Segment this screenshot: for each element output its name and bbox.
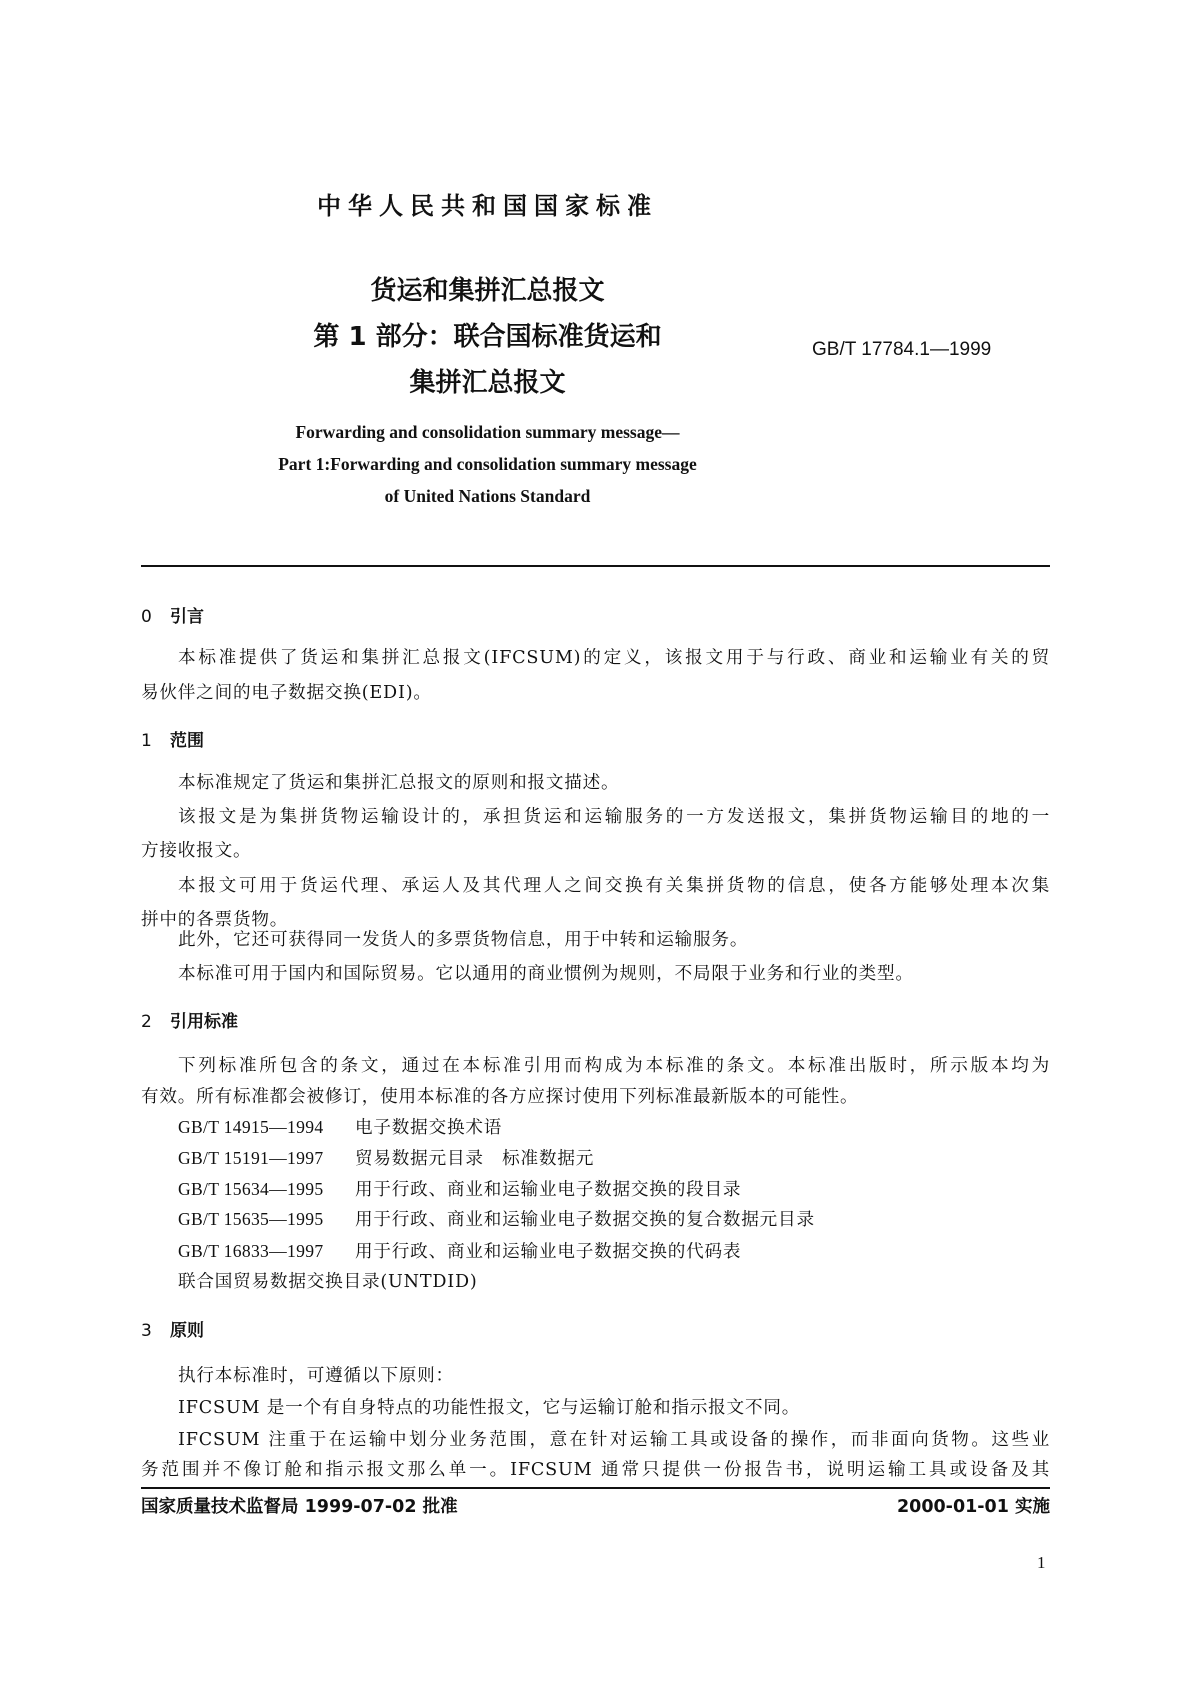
paragraph-line: IFCSUM 注重于在运输中划分业务范围，意在针对运输工具或设备的操作，而非面向货物。这些业 xyxy=(178,1430,1050,1450)
paragraph-line: 执行本标准时，可遵循以下原则： xyxy=(178,1366,454,1386)
paragraph-line: 拼中的各票货物。 xyxy=(141,910,289,930)
footer-rule xyxy=(141,1487,1050,1489)
reference-item xyxy=(178,1176,741,1201)
reference-code: GB/T 15635—1995 xyxy=(178,1209,324,1229)
section-title: 原则 xyxy=(170,1321,204,1341)
section-2-heading xyxy=(141,1007,238,1032)
section-title: 引言 xyxy=(170,607,204,627)
section-title: 引用标准 xyxy=(170,1012,238,1032)
reference-title: 用于行政、商业和运输业电子数据交换的复合数据元目录 xyxy=(355,1210,815,1230)
reference-item xyxy=(178,1145,594,1170)
section-1-heading xyxy=(141,726,204,751)
reference-title: 电子数据交换术语 xyxy=(355,1118,503,1138)
reference-item xyxy=(178,1206,815,1231)
reference-code: GB/T 15634—1995 xyxy=(178,1179,324,1199)
reference-title: 用于行政、商业和运输业电子数据交换的代码表 xyxy=(355,1242,742,1262)
title-en-line-2: Part 1:Forwarding and consolidation summary message xyxy=(278,454,697,474)
reference-item xyxy=(178,1238,741,1263)
paragraph-line: 务范围并不像订舱和指示报文那么单一。IFCSUM 通常只提供一份报告书，说明运输工具或设备及其 xyxy=(141,1460,1050,1480)
paragraph-line: 此外，它还可获得同一发货人的多票货物信息，用于中转和运输服务。 xyxy=(178,930,749,950)
reference-code: GB/T 15191—1997 xyxy=(178,1148,324,1168)
reference-title: 用于行政、商业和运输业电子数据交换的段目录 xyxy=(355,1180,742,1200)
paragraph-line: 易伙伴之间的电子数据交换(EDI)。 xyxy=(141,683,432,703)
title-en-line-3: of United Nations Standard xyxy=(384,486,591,506)
reference-item xyxy=(178,1114,502,1139)
implementation-date: 2000-01-01 实施 xyxy=(896,1497,1050,1517)
reference-code: GB/T 16833—1997 xyxy=(178,1241,324,1261)
paragraph-line: 本标准可用于国内和国际贸易。它以通用的商业惯例为规则，不局限于业务和行业的类型。 xyxy=(178,964,914,984)
section-0-heading xyxy=(141,602,204,627)
section-number: 0 xyxy=(141,607,152,627)
section-number: 1 xyxy=(141,731,152,751)
paragraph-line: 本标准规定了货运和集拼汇总报文的原则和报文描述。 xyxy=(178,773,620,793)
title-cn-line-3: 集拼汇总报文 xyxy=(409,368,566,398)
standard-number: GB/T 17784.1—1999 xyxy=(812,339,992,360)
reference-title: 贸易数据元目录 标准数据元 xyxy=(355,1149,595,1169)
paragraph-line: 本标准提供了货运和集拼汇总报文(IFCSUM)的定义，该报文用于与行政、商业和运输业有关的贸 xyxy=(178,648,1050,668)
title-cn-line-2: 第 1 部分：联合国标准货运和 xyxy=(313,322,662,352)
standard-type: 中华人民共和国国家标准 xyxy=(317,192,658,220)
paragraph-line: 本报文可用于货运代理、承运人及其代理人之间交换有关集拼货物的信息，使各方能够处理本次集 xyxy=(178,876,1050,896)
title-en-line-1: Forwarding and consolidation summary message— xyxy=(295,422,680,442)
paragraph-line: 方接收报文。 xyxy=(141,841,252,861)
section-title: 范围 xyxy=(170,731,204,751)
paragraph-line: 有效。所有标准都会被修订，使用本标准的各方应探讨使用下列标准最新版本的可能性。 xyxy=(141,1087,859,1107)
reference-code: GB/T 14915—1994 xyxy=(178,1117,324,1137)
page-number: 1 xyxy=(1037,1553,1046,1572)
paragraph-line: IFCSUM 是一个有自身特点的功能性报文，它与运输订舱和指示报文不同。 xyxy=(178,1398,801,1418)
title-cn-line-1: 货运和集拼汇总报文 xyxy=(370,276,605,306)
paragraph-line: 该报文是为集拼货物运输设计的，承担货运和运输服务的一方发送报文，集拼货物运输目的地的一 xyxy=(178,807,1050,827)
paragraph-line: 下列标准所包含的条文，通过在本标准引用而构成为本标准的条文。本标准出版时，所示版本均为 xyxy=(178,1056,1050,1076)
section-3-heading xyxy=(141,1316,204,1341)
section-number: 2 xyxy=(141,1012,152,1032)
reference-item: 联合国贸易数据交换目录(UNTDID) xyxy=(178,1272,478,1292)
approval-date: 国家质量技术监督局 1999-07-02 批准 xyxy=(141,1497,458,1517)
header-rule xyxy=(141,565,1050,567)
section-number: 3 xyxy=(141,1321,152,1341)
